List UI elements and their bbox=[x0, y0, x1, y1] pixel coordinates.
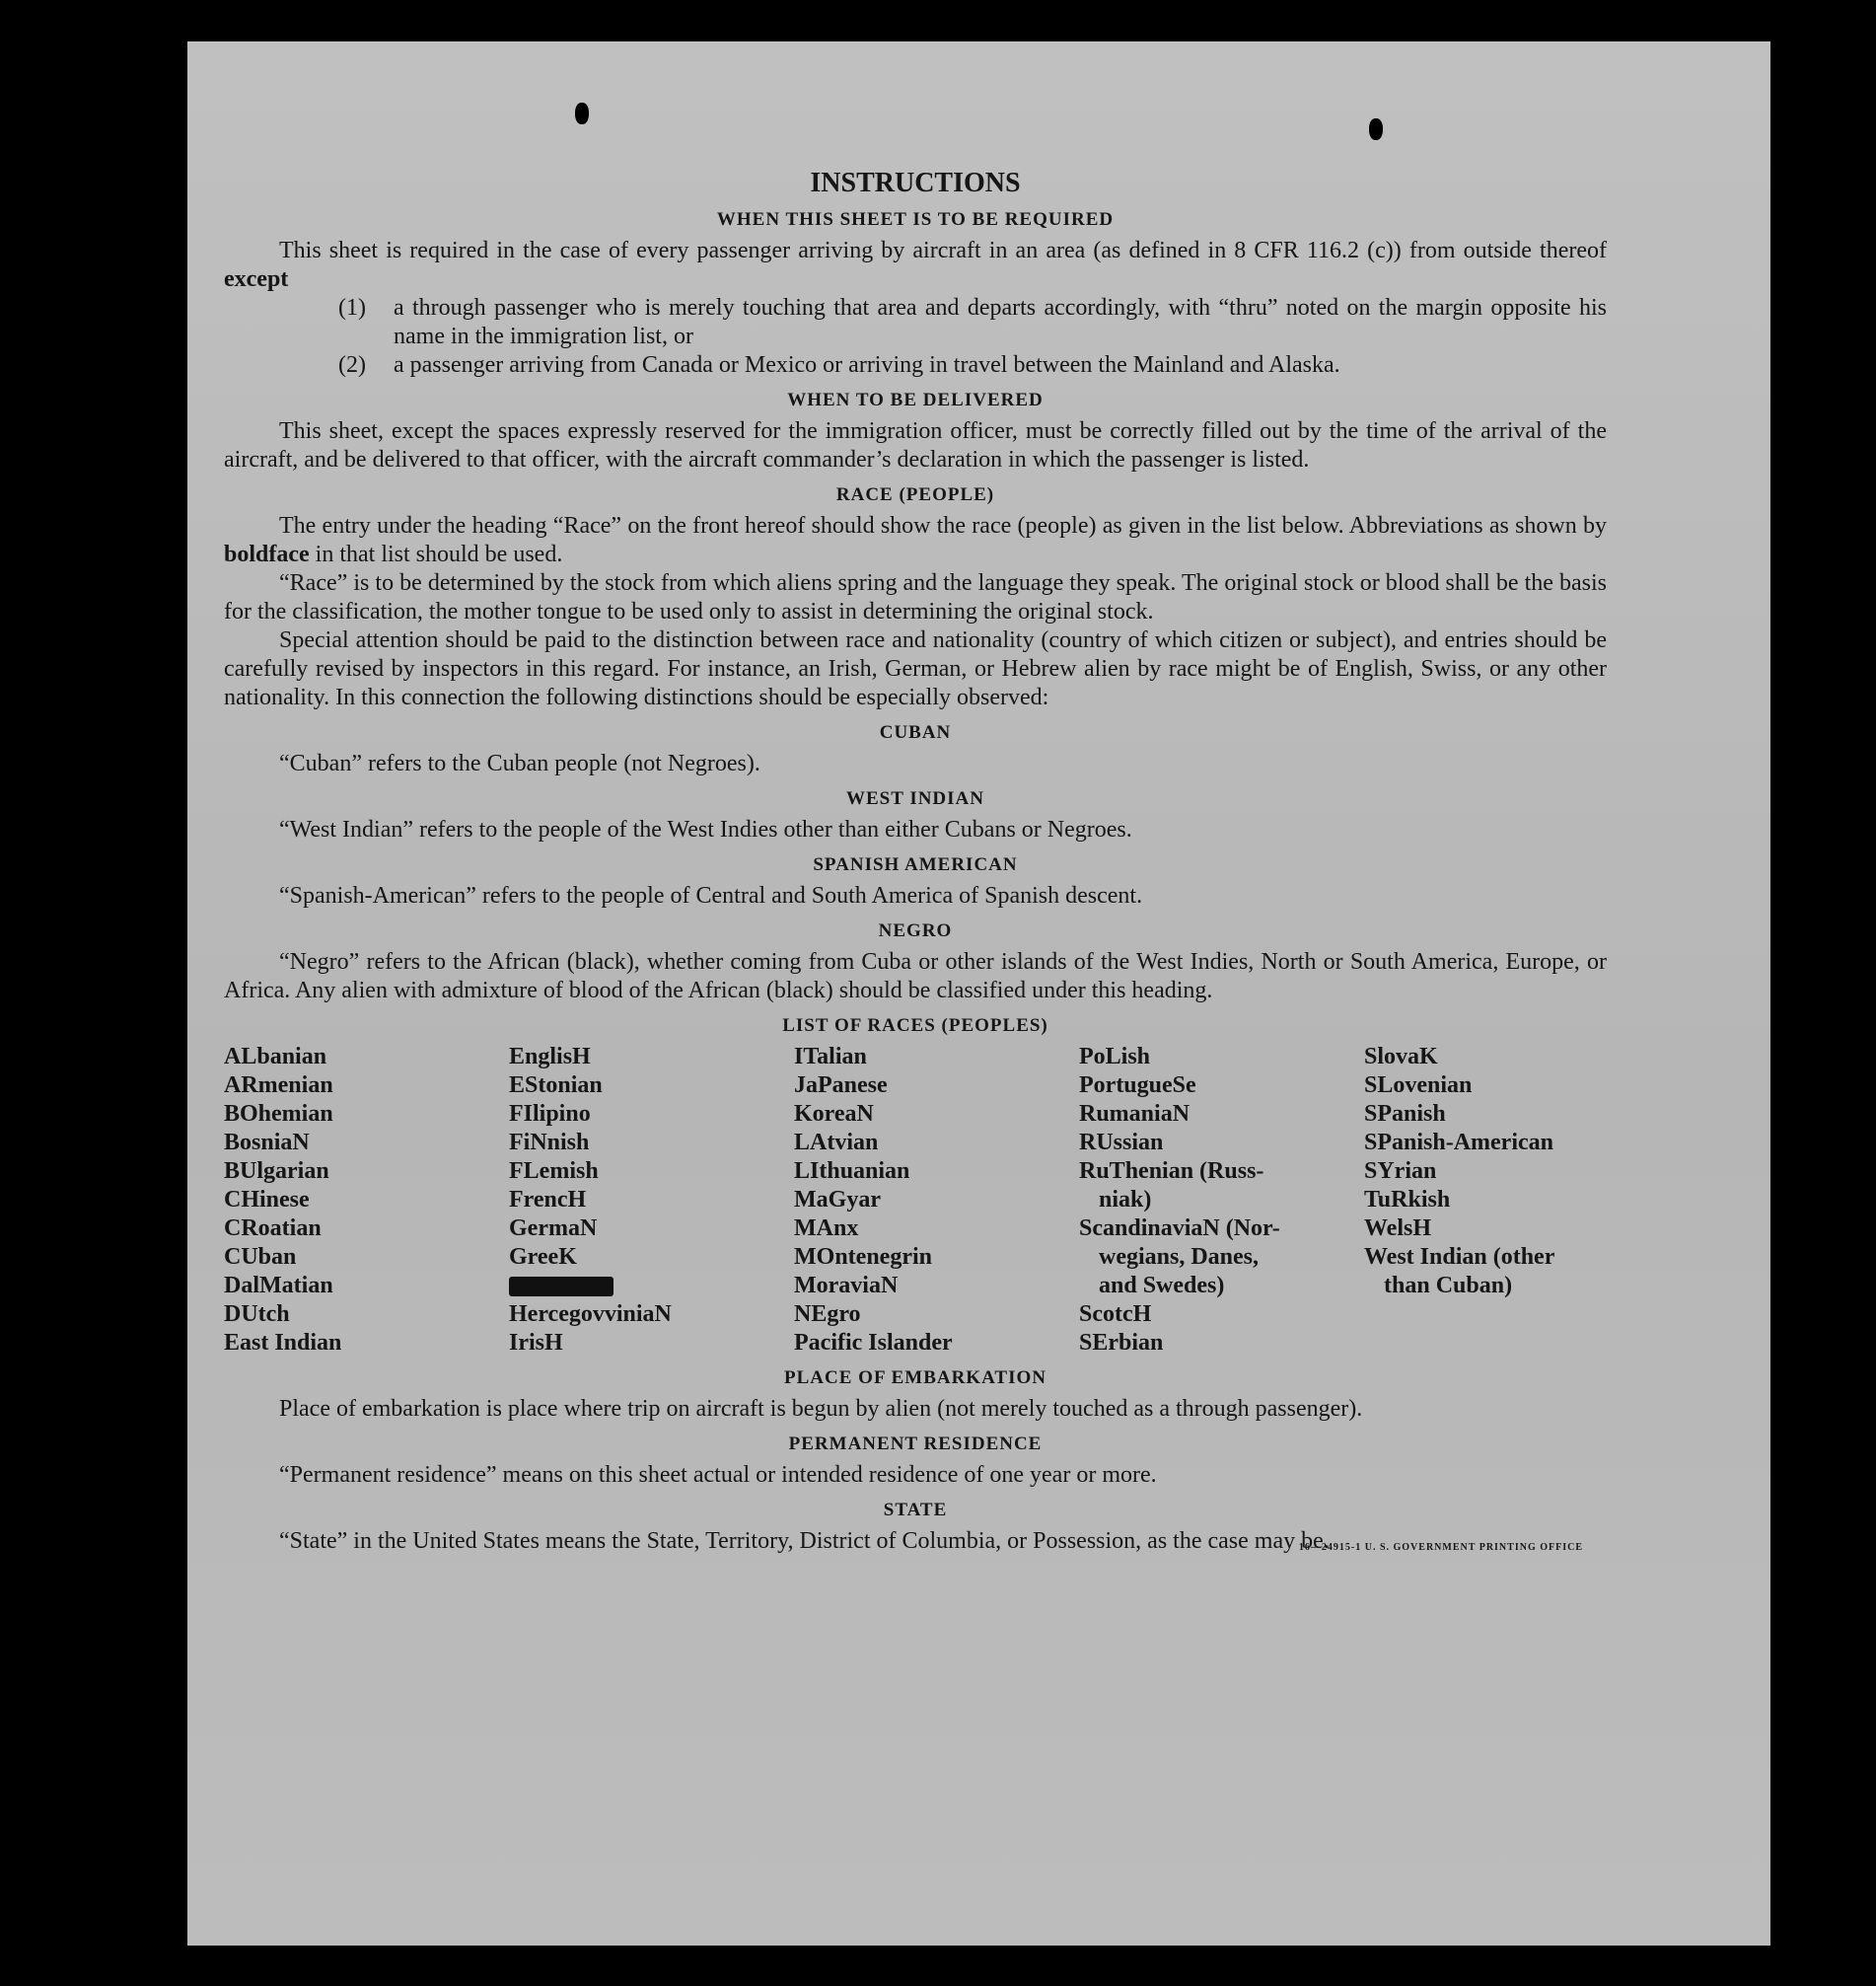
race-item-continued: wegians, Danes, bbox=[1099, 1244, 1260, 1270]
race-item: IrisH bbox=[509, 1330, 563, 1356]
race-item: JaPanese bbox=[794, 1072, 888, 1098]
race-item: West Indian (other bbox=[1364, 1244, 1555, 1270]
race-item: PortugueSe bbox=[1079, 1072, 1196, 1098]
race-item: ScotcH bbox=[1079, 1301, 1152, 1327]
instructions-content bbox=[224, 168, 1607, 1553]
race-item: BOhemian bbox=[224, 1101, 333, 1127]
race-item: Pacific Islander bbox=[794, 1330, 953, 1356]
race-item: SlovaK bbox=[1364, 1044, 1438, 1069]
race-column bbox=[224, 1043, 509, 1358]
race-column bbox=[1079, 1043, 1364, 1358]
race-column bbox=[1364, 1043, 1607, 1358]
document-sheet bbox=[187, 41, 1770, 1946]
section-heading: NEGRO bbox=[878, 920, 953, 941]
paragraph: “Cuban” refers to the Cuban people (not Negroes). bbox=[279, 751, 760, 776]
race-item: ScandinaviaN (Nor- bbox=[1079, 1215, 1280, 1241]
punch-hole-left bbox=[575, 103, 589, 124]
race-item: TuRkish bbox=[1364, 1187, 1451, 1213]
race-item: GreeK bbox=[509, 1244, 577, 1270]
race-item: RumaniaN bbox=[1079, 1101, 1191, 1127]
race-item: SPanish-American bbox=[1364, 1130, 1553, 1155]
paragraph: “Negro” refers to the African (black), whether coming from Cuba or other islands of the West Indies, North or South America, Europe, or Africa. Any alien with admixture of blood of the African (black) should be classified under this heading. bbox=[224, 949, 1607, 1003]
paragraph: “State” in the United States means the State, Territory, District of Columbia, or Possession, as the case may be. bbox=[279, 1528, 1330, 1554]
race-item: KoreaN bbox=[794, 1101, 874, 1127]
paragraph: Place of embarkation is place where trip on aircraft is begun by alien (not merely touched as a through passenger). bbox=[279, 1396, 1363, 1422]
race-item: MAnx bbox=[794, 1215, 859, 1241]
race-item: FLemish bbox=[509, 1158, 599, 1184]
race-item: SLovenian bbox=[1364, 1072, 1473, 1098]
race-item: DUtch bbox=[224, 1301, 290, 1327]
race-item: CRoatian bbox=[224, 1215, 322, 1241]
race-column bbox=[509, 1043, 794, 1358]
paragraph: “Race” is to be determined by the stock from which aliens spring and the language they speak. The original stock or blood shall be the basis for the classification, the mother tongue to be used only to assist in determining the original stock. bbox=[224, 570, 1607, 625]
race-item: BosniaN bbox=[224, 1130, 310, 1155]
printer-imprint: 16—24915-1 U. S. GOVERNMENT PRINTING OFFICE bbox=[1298, 1542, 1583, 1553]
race-item: MoraviaN bbox=[794, 1273, 899, 1298]
paragraph: The entry under the heading “Race” on the front hereof should show the race (people) as given in the list below. Abbreviations as shown by boldface in that list should be used. bbox=[224, 513, 1607, 567]
race-item: EnglisH bbox=[509, 1044, 591, 1069]
race-item: EStonian bbox=[509, 1072, 603, 1098]
list-item: (2) a passenger arriving from Canada or Mexico or arriving in travel between the Mainland and Alaska. bbox=[338, 352, 1340, 378]
section-heading: LIST OF RACES (PEOPLES) bbox=[782, 1015, 1048, 1036]
race-item: HercegovviniaN bbox=[509, 1301, 672, 1327]
section-heading: WHEN THIS SHEET IS TO BE REQUIRED bbox=[716, 209, 1115, 230]
section-heading: PERMANENT RESIDENCE bbox=[788, 1434, 1043, 1454]
redacted-entry bbox=[509, 1272, 794, 1300]
race-item: MOntenegrin bbox=[794, 1244, 932, 1270]
race-item: RuThenian (Russ- bbox=[1079, 1158, 1264, 1184]
race-list bbox=[224, 1043, 1607, 1358]
section-heading: WHEN TO BE DELIVERED bbox=[787, 390, 1044, 410]
race-item-continued: and Swedes) bbox=[1099, 1273, 1225, 1298]
paragraph: Special attention should be paid to the distinction between race and nationality (country of which citizen or subject), and entries should be carefully revised by inspectors in this regard. For instance, an Irish, German, or Hebrew alien by race might be of English, Swiss, or any other nationality. In this connection the following distinctions should be especially observed: bbox=[224, 627, 1607, 710]
race-item: PoLish bbox=[1079, 1044, 1151, 1069]
punch-hole-right bbox=[1369, 118, 1383, 140]
race-item: DalMatian bbox=[224, 1273, 333, 1298]
race-item: WelsH bbox=[1364, 1215, 1432, 1241]
race-item: ARmenian bbox=[224, 1072, 333, 1098]
race-item: SErbian bbox=[1079, 1330, 1164, 1356]
race-item: SPanish bbox=[1364, 1101, 1446, 1127]
race-item: LAtvian bbox=[794, 1130, 879, 1155]
paragraph: “West Indian” refers to the people of the West Indies other than either Cubans or Negroes. bbox=[279, 817, 1132, 843]
race-item: FiNnish bbox=[509, 1130, 590, 1155]
section-heading: WEST INDIAN bbox=[846, 788, 984, 809]
race-item: ALbanian bbox=[224, 1044, 327, 1069]
section-heading: STATE bbox=[883, 1500, 948, 1520]
race-item-continued: niak) bbox=[1099, 1187, 1152, 1213]
race-column bbox=[794, 1043, 1079, 1358]
paragraph: “Permanent residence” means on this sheet actual or intended residence of one year or more. bbox=[279, 1462, 1157, 1488]
race-item-continued: than Cuban) bbox=[1384, 1273, 1513, 1298]
race-item: MaGyar bbox=[794, 1187, 881, 1213]
race-item: FrencH bbox=[509, 1187, 587, 1213]
race-item: ITalian bbox=[794, 1044, 867, 1069]
race-item: SYrian bbox=[1364, 1158, 1437, 1184]
race-item: GermaN bbox=[509, 1215, 598, 1241]
race-item: RUssian bbox=[1079, 1130, 1164, 1155]
race-item: FIlipino bbox=[509, 1101, 591, 1127]
race-item: East Indian bbox=[224, 1330, 342, 1356]
list-item: (1) a through passenger who is merely touching that area and departs accordingly, with “thru” noted on the margin opposite his name in the immigration list, or bbox=[338, 295, 1607, 349]
paragraph: This sheet, except the spaces expressly reserved for the immigration officer, must be correctly filled out by the time of the arrival of the aircraft, and be delivered to that officer, with the aircraft commander’s declaration in which the passenger is listed. bbox=[224, 418, 1607, 473]
race-item: CHinese bbox=[224, 1187, 310, 1213]
section-heading: RACE (PEOPLE) bbox=[835, 484, 995, 505]
section-heading: SPANISH AMERICAN bbox=[813, 854, 1018, 875]
paragraph: “Spanish-American” refers to the people of Central and South America of Spanish descent. bbox=[279, 883, 1143, 909]
race-item: BUlgarian bbox=[224, 1158, 329, 1184]
page-title: INSTRUCTIONS bbox=[810, 168, 1021, 198]
race-item: LIthuanian bbox=[794, 1158, 910, 1184]
section-heading: PLACE OF EMBARKATION bbox=[784, 1367, 1046, 1388]
race-item: CUban bbox=[224, 1244, 297, 1270]
paragraph: This sheet is required in the case of every passenger arriving by aircraft in an area (as defined in 8 CFR 116.2 (c)) from outside thereof except bbox=[224, 238, 1607, 292]
race-item: NEgro bbox=[794, 1301, 861, 1327]
section-heading: CUBAN bbox=[879, 722, 952, 743]
